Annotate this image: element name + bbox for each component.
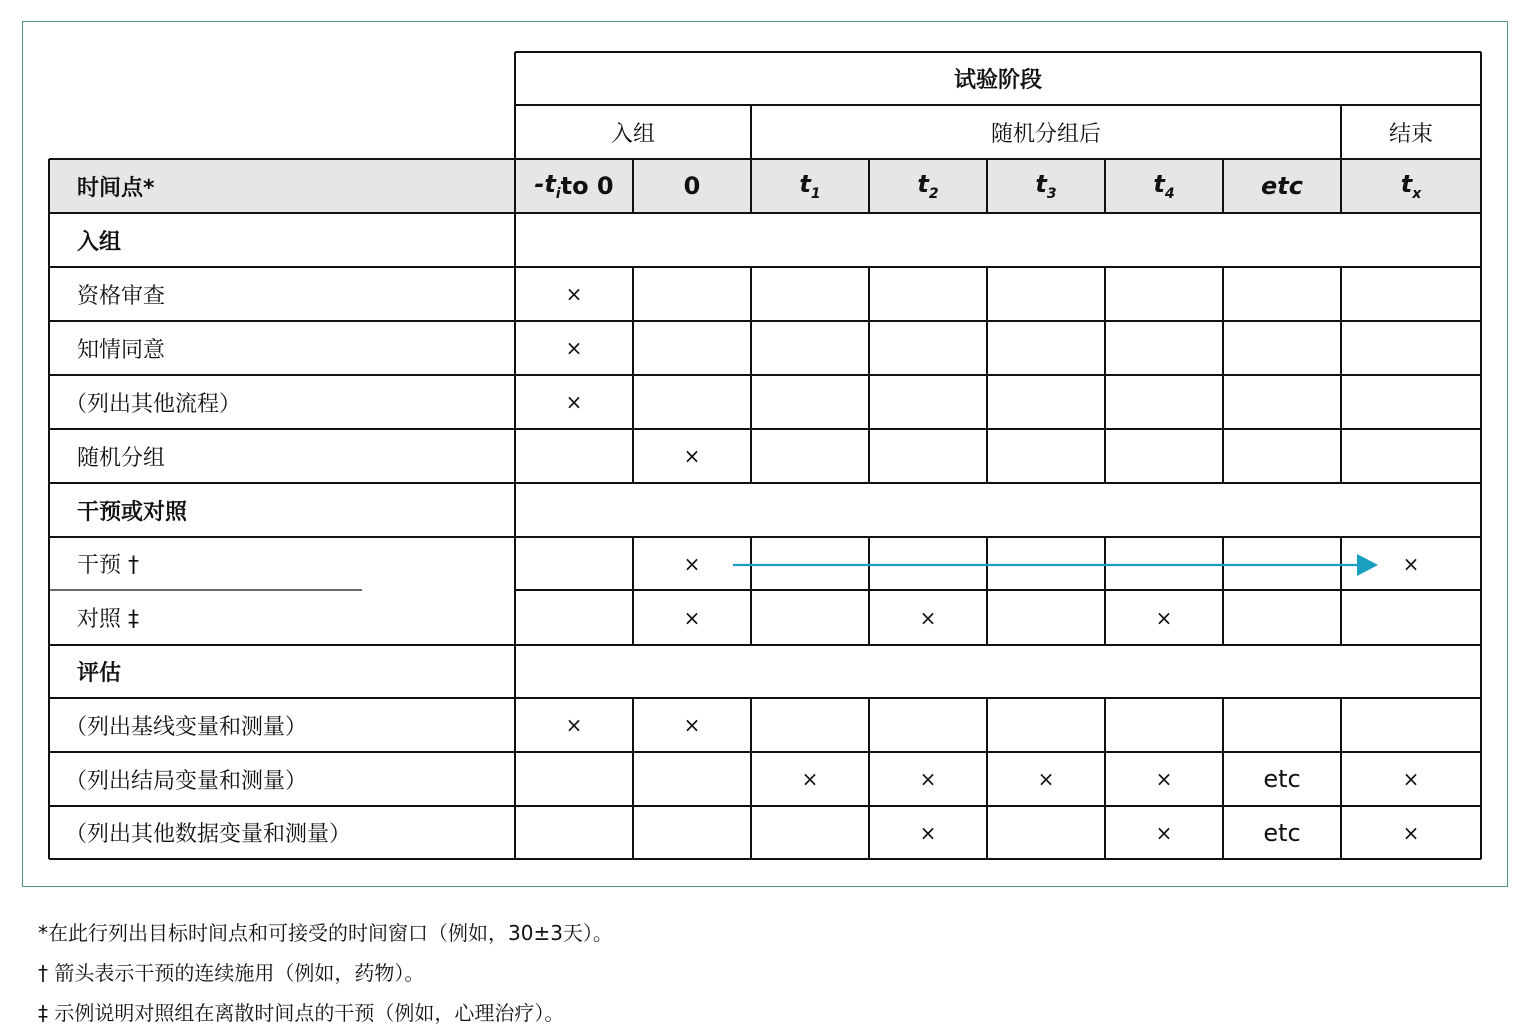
timepoint-col-6 — [1224, 160, 1340, 212]
row-label: （列出其他数据变量和测量） — [65, 822, 352, 847]
timepoint-subscript: 2 — [928, 185, 939, 202]
cross-mark: × — [683, 444, 701, 468]
row-label: 知情同意 — [77, 337, 166, 363]
row-label: （列出基线变量和测量） — [65, 714, 308, 740]
cross-mark: × — [1402, 551, 1420, 576]
timepoint-symbol: $t_2$ — [917, 170, 939, 202]
timepoint-col-5 — [1106, 160, 1222, 212]
timepoint-label: 时间点* — [77, 175, 155, 201]
cross-mark: × — [919, 820, 937, 845]
timepoint-symbol: 0 — [683, 172, 701, 200]
timepoint-suffix: to 0 — [560, 172, 614, 200]
footnote-timepoints: *在此行列出目标时间点和可接受的时间窗口（例如，30±3天）。 — [38, 921, 613, 945]
cross-mark: × — [1155, 767, 1173, 791]
timepoint-subscript: 4 — [1164, 185, 1175, 202]
cross-mark: × — [565, 336, 583, 360]
cross-mark: × — [919, 605, 937, 630]
row-label: （列出其他流程） — [65, 391, 242, 417]
etc-mark: etc — [1263, 765, 1301, 793]
cross-mark: × — [1037, 767, 1055, 791]
footnote-arrow: † 箭头表示干预的连续施用（例如，药物）。 — [38, 961, 425, 985]
row-label: 干预 † — [77, 553, 139, 578]
timepoint-subscript: x — [1412, 185, 1422, 202]
timepoint-col-0 — [516, 160, 632, 212]
phase-post-allocation: 随机分组后 — [990, 121, 1101, 147]
trial-phase-header: 试验阶段 — [953, 68, 1042, 93]
timepoint-symbol: etc — [1261, 172, 1303, 200]
phase-enrolment: 入组 — [610, 121, 655, 147]
phase-close-out: 结束 — [1388, 121, 1433, 147]
timepoint-symbol: $t_3$ — [1035, 170, 1057, 202]
cross-mark: × — [801, 767, 819, 791]
row-label: 资格审查 — [77, 283, 166, 309]
timepoint-symbol: $t_4$ — [1153, 170, 1175, 202]
cross-mark: × — [565, 713, 583, 737]
section-enrolment: 入组 — [77, 229, 122, 255]
row-label: 随机分组 — [77, 445, 166, 471]
cross-mark: × — [1155, 605, 1173, 630]
cross-mark: × — [683, 605, 701, 630]
cross-mark: × — [565, 282, 583, 306]
footnote-control: ‡ 示例说明对照组在离散时间点的干预（例如，心理治疗）。 — [38, 1001, 565, 1025]
cross-mark: × — [683, 713, 701, 737]
cross-mark: × — [1155, 820, 1173, 845]
row-label: （列出结局变量和测量） — [65, 768, 308, 794]
timepoint-col-7 — [1342, 160, 1480, 212]
cross-mark: × — [1402, 820, 1420, 845]
section-interventions: 干预或对照 — [77, 499, 188, 525]
cross-mark: × — [565, 390, 583, 414]
timepoint-subscript: 3 — [1046, 185, 1057, 202]
timepoint-subscript: 1 — [810, 185, 821, 202]
timepoint-symbol: $t_x$ — [1400, 170, 1422, 202]
cross-mark: × — [1402, 767, 1420, 791]
timepoint-col-2 — [752, 160, 868, 212]
etc-mark: etc — [1263, 818, 1301, 847]
timepoint-symbol: $t_1$ — [799, 170, 821, 202]
timepoint-col-1 — [634, 160, 750, 212]
timepoint-col-4 — [988, 160, 1104, 212]
timepoint-symbol: $-t_i$ — [534, 170, 561, 202]
section-assessments: 评估 — [77, 661, 122, 686]
timepoint-subscript: i — [555, 185, 561, 202]
row-label: 对照 ‡ — [77, 607, 139, 632]
cross-mark: × — [683, 551, 701, 576]
cross-mark: × — [919, 767, 937, 791]
timepoint-col-3 — [870, 160, 986, 212]
